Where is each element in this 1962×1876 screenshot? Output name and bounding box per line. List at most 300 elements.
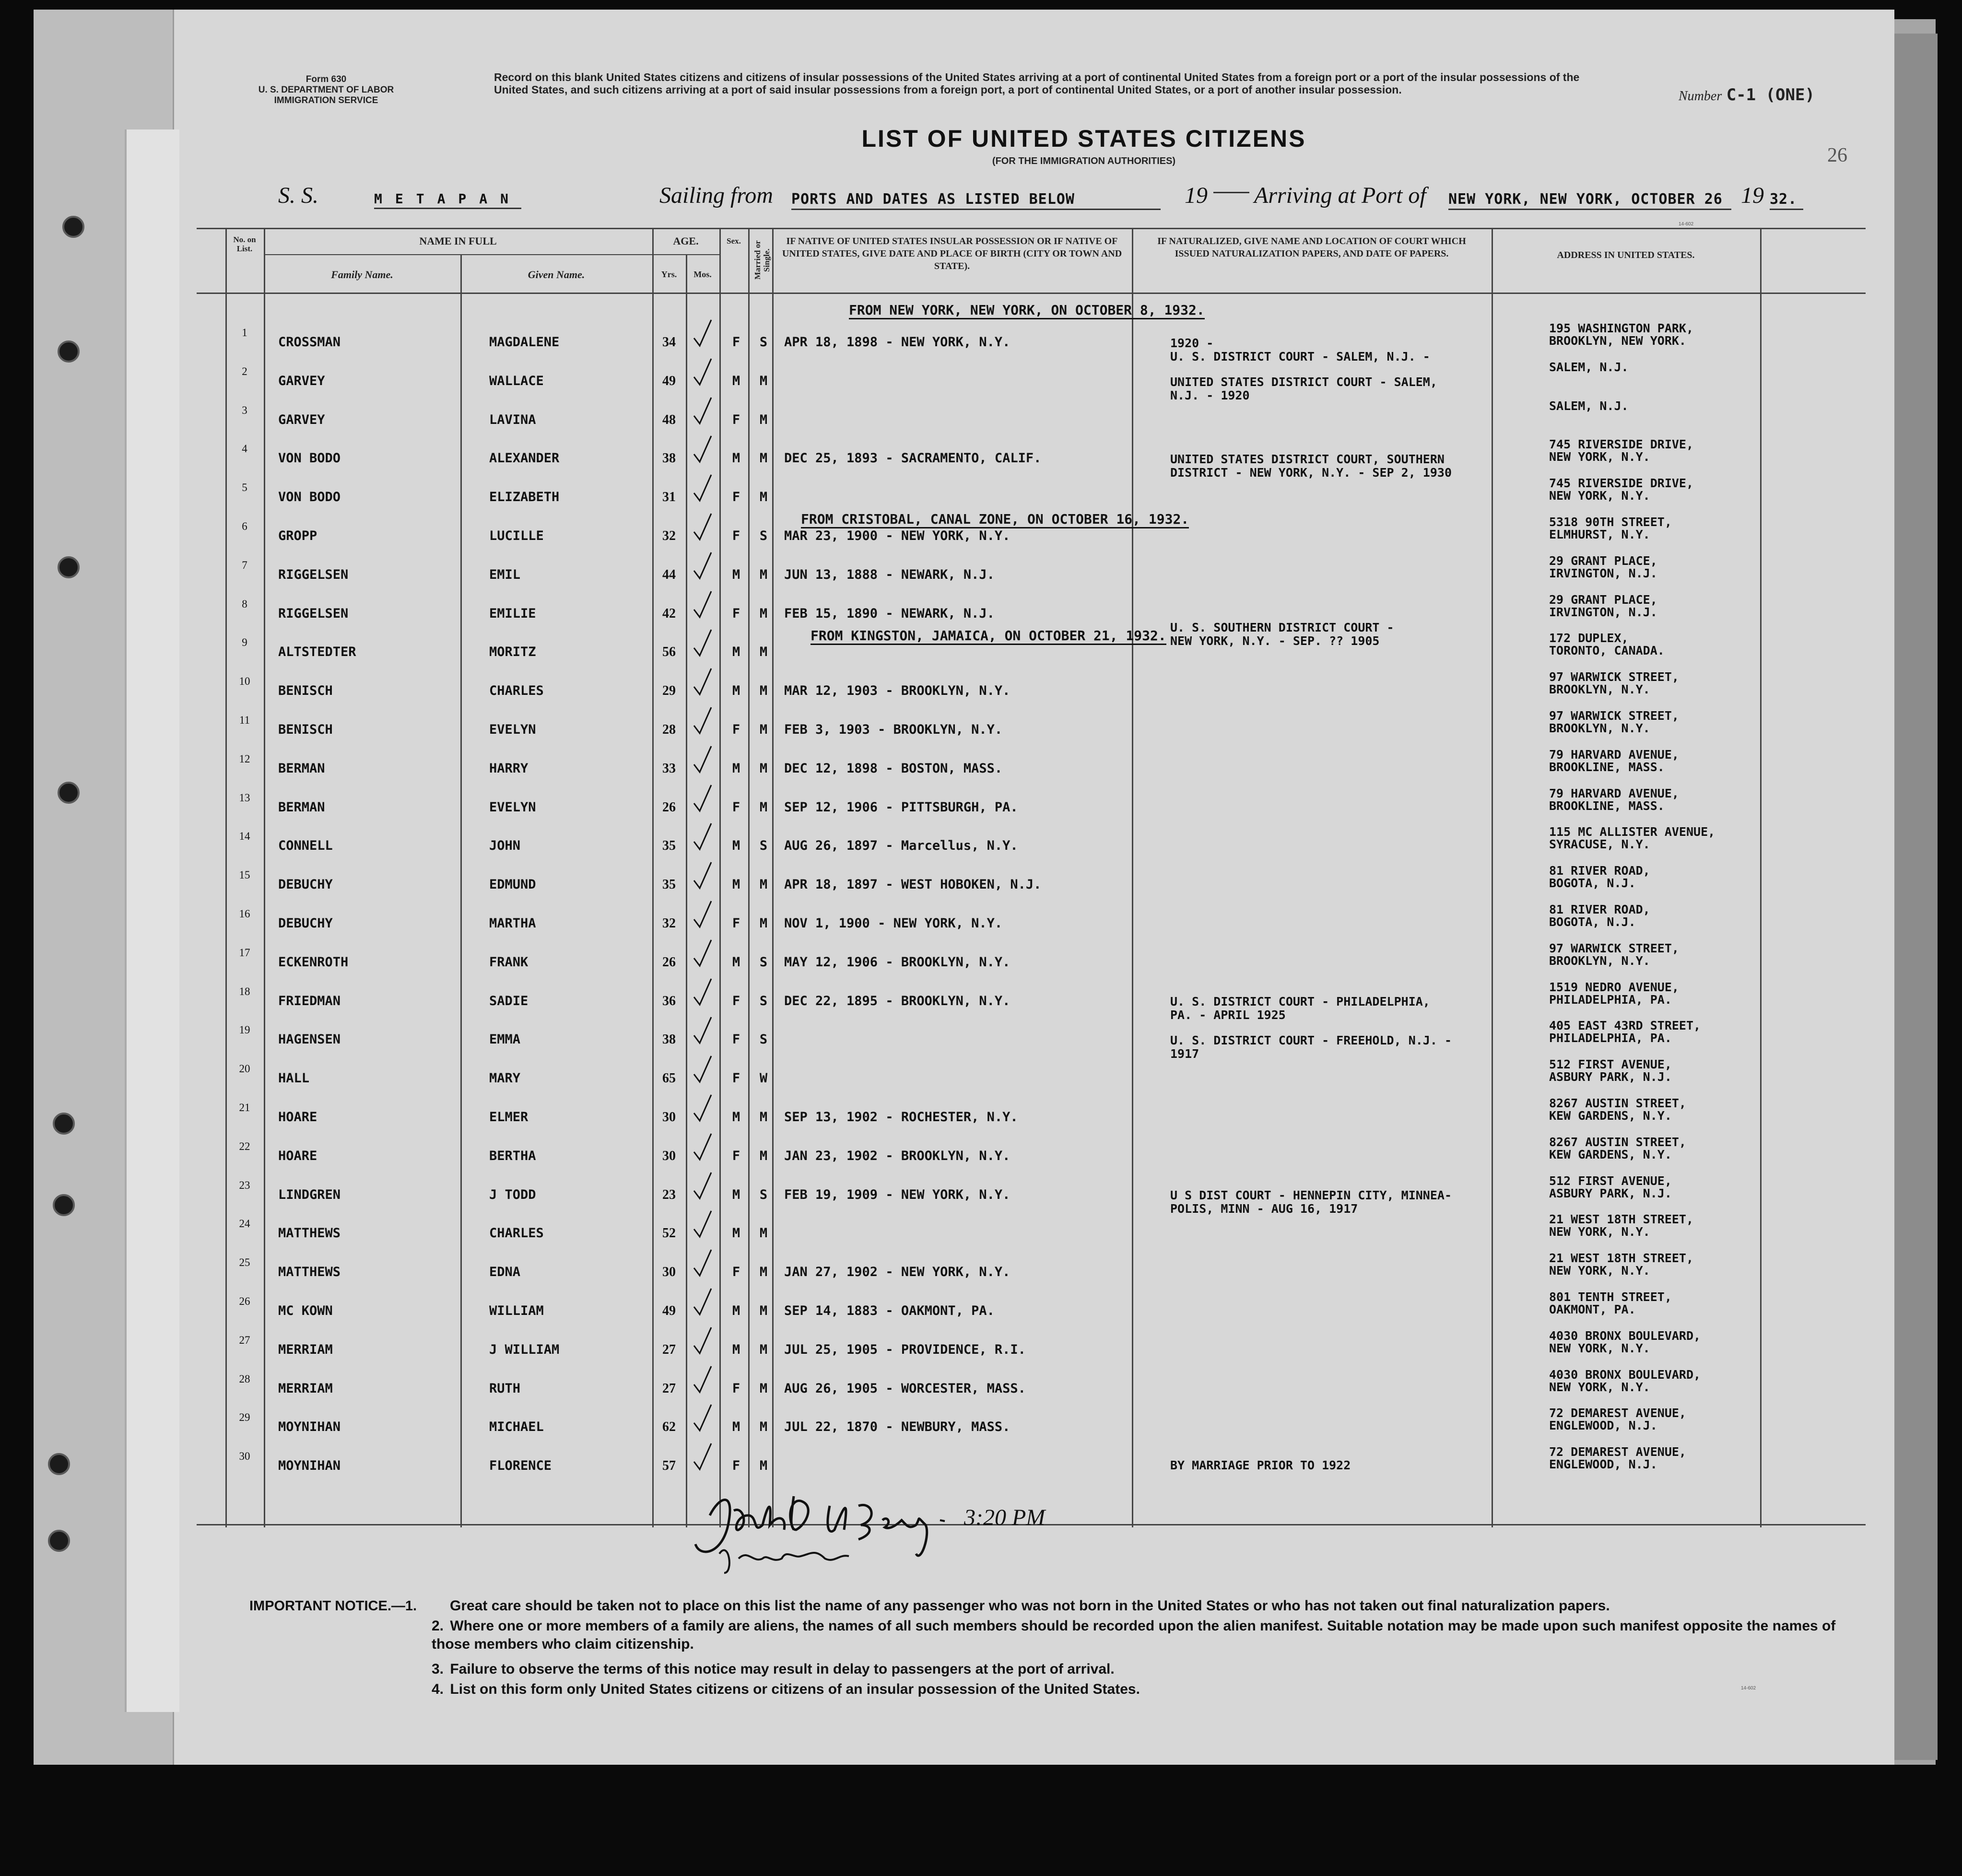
family-name: BENISCH bbox=[278, 683, 333, 698]
given-name: LUCILLE bbox=[489, 528, 544, 543]
column-divider bbox=[1132, 228, 1133, 1527]
column-divider bbox=[652, 228, 654, 1527]
address-line: 4030 BRONX BOULEVARD, bbox=[1549, 1329, 1701, 1343]
sex: M bbox=[732, 567, 740, 582]
family-name: VON BODO bbox=[278, 490, 341, 504]
address-line: SALEM, N.J. bbox=[1549, 360, 1629, 374]
marital-status: M bbox=[759, 1303, 768, 1318]
check-mark-icon bbox=[693, 900, 712, 929]
family-name: MOYNIHAN bbox=[278, 1419, 341, 1434]
sex: F bbox=[732, 490, 740, 504]
address-line: 8267 AUSTIN STREET, bbox=[1549, 1135, 1686, 1149]
manifest-page bbox=[34, 10, 1894, 1765]
header-family: Family Name. bbox=[331, 269, 393, 281]
marital-status: M bbox=[759, 451, 768, 466]
number-value: C-1 (ONE) bbox=[1726, 85, 1815, 105]
table-header-rule bbox=[197, 293, 1866, 294]
birth-date-place: SEP 12, 1906 - PITTSBURGH, PA. bbox=[784, 800, 1018, 815]
age-years: 44 bbox=[662, 567, 676, 582]
age-years: 23 bbox=[662, 1187, 676, 1202]
address-line: 81 RIVER ROAD, bbox=[1549, 864, 1650, 878]
sex: M bbox=[732, 955, 740, 970]
binding-sheet-edges bbox=[125, 129, 179, 1712]
check-mark-icon bbox=[693, 435, 712, 464]
check-mark-icon bbox=[693, 358, 712, 387]
marital-status: M bbox=[759, 1458, 768, 1473]
address-line: 97 WARWICK STREET, bbox=[1549, 941, 1679, 955]
marital-status: M bbox=[759, 800, 768, 815]
family-name: MOYNIHAN bbox=[278, 1458, 341, 1473]
row-number: 10 bbox=[239, 675, 250, 687]
sex: M bbox=[732, 1187, 740, 1202]
given-name: J TODD bbox=[489, 1187, 536, 1202]
marital-status: S bbox=[759, 955, 768, 970]
marital-status: M bbox=[759, 761, 768, 776]
family-name: CROSSMAN bbox=[278, 335, 341, 350]
sex: M bbox=[732, 1303, 740, 1318]
address-line: 72 DEMAREST AVENUE, bbox=[1549, 1445, 1686, 1459]
page-subtitle: (FOR THE IMMIGRATION AUTHORITIES) bbox=[992, 156, 1176, 166]
column-divider bbox=[460, 254, 462, 1527]
given-name: EVELYN bbox=[489, 800, 536, 815]
ship-name: METAPAN bbox=[374, 191, 521, 209]
list-number bbox=[1679, 85, 1815, 105]
service: IMMIGRATION SERVICE bbox=[274, 95, 378, 106]
header-name: NAME IN FULL bbox=[419, 235, 497, 247]
sex: M bbox=[732, 761, 740, 776]
check-mark-icon bbox=[693, 861, 712, 890]
check-mark-icon bbox=[693, 1365, 712, 1394]
birth-date-place: DEC 25, 1893 - SACRAMENTO, CALIF. bbox=[784, 451, 1042, 466]
age-years: 36 bbox=[662, 994, 676, 1008]
given-name: MORITZ bbox=[489, 645, 536, 659]
row-number: 7 bbox=[242, 559, 247, 571]
given-name: FLORENCE bbox=[489, 1458, 552, 1473]
check-mark-icon bbox=[693, 784, 712, 813]
family-name: LINDGREN bbox=[278, 1187, 341, 1202]
marital-status: M bbox=[759, 490, 768, 504]
given-name: MARY bbox=[489, 1071, 521, 1086]
sex: F bbox=[732, 1381, 740, 1396]
sex: M bbox=[732, 877, 740, 892]
row-number: 24 bbox=[239, 1218, 250, 1230]
binder-hole-icon bbox=[58, 340, 80, 363]
given-name: BERTHA bbox=[489, 1149, 536, 1163]
sex: F bbox=[732, 1032, 740, 1047]
marital-status: S bbox=[759, 838, 768, 853]
naturalization-info: 1920 - bbox=[1170, 336, 1214, 350]
given-name: WILLIAM bbox=[489, 1303, 544, 1318]
check-mark-icon bbox=[693, 629, 712, 657]
age-years: 57 bbox=[662, 1458, 676, 1473]
row-number: 30 bbox=[239, 1450, 250, 1462]
age-years: 30 bbox=[662, 1265, 676, 1279]
birth-date-place: JAN 27, 1902 - NEW YORK, N.Y. bbox=[784, 1265, 1010, 1279]
sex: M bbox=[732, 374, 740, 388]
check-mark-icon bbox=[693, 1172, 712, 1200]
given-name: HARRY bbox=[489, 761, 529, 776]
binder-hole-icon bbox=[48, 1530, 70, 1552]
column-divider bbox=[225, 228, 227, 1527]
address-line: IRVINGTON, N.J. bbox=[1549, 566, 1657, 580]
family-name: DEBUCHY bbox=[278, 916, 333, 931]
page-number: 26 bbox=[1827, 144, 1847, 166]
check-mark-icon bbox=[693, 1094, 712, 1123]
marital-status: W bbox=[759, 1071, 768, 1086]
address-line: PHILADELPHIA, PA. bbox=[1549, 1031, 1672, 1045]
header-no: No. on List. bbox=[233, 235, 256, 253]
row-number: 15 bbox=[239, 869, 250, 881]
family-name: CONNELL bbox=[278, 838, 333, 853]
family-name: GARVEY bbox=[278, 374, 325, 388]
check-mark-icon bbox=[693, 397, 712, 425]
birth-date-place: SEP 14, 1883 - OAKMONT, PA. bbox=[784, 1303, 995, 1318]
address-line: 4030 BRONX BOULEVARD, bbox=[1549, 1368, 1701, 1382]
sex: F bbox=[732, 800, 740, 815]
sex: F bbox=[732, 606, 740, 621]
address-line: 512 FIRST AVENUE, bbox=[1549, 1174, 1672, 1188]
given-name: RUTH bbox=[489, 1381, 521, 1396]
row-number: 11 bbox=[239, 714, 250, 726]
address-line: 1519 NEDRO AVENUE, bbox=[1549, 980, 1679, 994]
marital-status: M bbox=[759, 645, 768, 659]
marital-status: M bbox=[759, 877, 768, 892]
group-header: FROM NEW YORK, NEW YORK, ON OCTOBER 8, 1932. bbox=[849, 302, 1205, 319]
check-mark-icon bbox=[693, 590, 712, 619]
sex: M bbox=[732, 838, 740, 853]
sex: M bbox=[732, 683, 740, 698]
notice-item: 2. Where one or more members of a family are aliens, the names of all such members should be recorded upon the alien manifest. Suitable notation may be made upon such manifest opposite the names of those members who claim citizenship. bbox=[432, 1618, 1836, 1652]
row-number: 27 bbox=[239, 1334, 250, 1346]
check-mark-icon bbox=[693, 513, 712, 541]
row-number: 16 bbox=[239, 908, 250, 920]
row-number: 3 bbox=[242, 404, 247, 416]
notice-heading: IMPORTANT NOTICE.—1. bbox=[249, 1598, 417, 1614]
marital-status: M bbox=[759, 374, 768, 388]
marital-status: M bbox=[759, 1342, 768, 1357]
naturalization-info: U. S. DISTRICT COURT - PHILADELPHIA, bbox=[1170, 995, 1430, 1008]
naturalization-info: DISTRICT - NEW YORK, N.Y. - SEP 2, 1930 bbox=[1170, 466, 1452, 480]
age-years: 56 bbox=[662, 645, 676, 659]
naturalization-info: U S DIST COURT - HENNEPIN CITY, MINNEA- bbox=[1170, 1188, 1452, 1202]
check-mark-icon bbox=[693, 745, 712, 774]
family-name: GROPP bbox=[278, 528, 317, 543]
address-line: 512 FIRST AVENUE, bbox=[1549, 1057, 1672, 1071]
check-mark-icon bbox=[693, 551, 712, 580]
birth-date-place: SEP 13, 1902 - ROCHESTER, N.Y. bbox=[784, 1110, 1018, 1125]
address-line: 745 RIVERSIDE DRIVE, bbox=[1549, 437, 1694, 451]
birth-date-place: JUL 25, 1905 - PROVIDENCE, R.I. bbox=[784, 1342, 1026, 1357]
sex: M bbox=[732, 645, 740, 659]
address-line: 81 RIVER ROAD, bbox=[1549, 903, 1650, 916]
marital-status: M bbox=[759, 567, 768, 582]
address-line: KEW GARDENS, N.Y. bbox=[1549, 1148, 1672, 1161]
naturalization-info: UNITED STATES DISTRICT COURT - SALEM, bbox=[1170, 375, 1437, 389]
address-line: BOGOTA, N.J. bbox=[1549, 876, 1636, 890]
address-line: NEW YORK, N.Y. bbox=[1549, 489, 1650, 503]
naturalization-info: UNITED STATES DISTRICT COURT, SOUTHERN bbox=[1170, 452, 1445, 466]
row-number: 28 bbox=[239, 1373, 250, 1385]
family-name: BENISCH bbox=[278, 722, 333, 737]
marital-status: S bbox=[759, 994, 768, 1008]
naturalization-info: NEW YORK, N.Y. - SEP. ?? 1905 bbox=[1170, 634, 1380, 648]
age-years: 62 bbox=[662, 1419, 676, 1434]
family-name: ALTSTEDTER bbox=[278, 645, 356, 659]
arriving-label: Arriving at Port of bbox=[1254, 183, 1426, 208]
sex: F bbox=[732, 916, 740, 931]
age-years: 33 bbox=[662, 761, 676, 776]
address-line: 72 DEMAREST AVENUE, bbox=[1549, 1406, 1686, 1420]
family-name: HOARE bbox=[278, 1110, 317, 1125]
address-line: 79 HARVARD AVENUE, bbox=[1549, 786, 1679, 800]
row-number: 8 bbox=[242, 598, 247, 610]
given-name: EVELYN bbox=[489, 722, 536, 737]
age-years: 52 bbox=[662, 1226, 676, 1241]
age-years: 29 bbox=[662, 683, 676, 698]
family-name: BERMAN bbox=[278, 800, 325, 815]
marital-status: M bbox=[759, 722, 768, 737]
header-mos: Mos. bbox=[693, 270, 712, 279]
row-number: 21 bbox=[239, 1102, 250, 1114]
name-subheader-rule bbox=[264, 254, 686, 255]
header-given: Given Name. bbox=[528, 269, 585, 281]
address-line: 745 RIVERSIDE DRIVE, bbox=[1549, 476, 1694, 490]
address-line: BROOKLINE, MASS. bbox=[1549, 760, 1665, 774]
check-mark-icon bbox=[693, 319, 712, 348]
arriving-year: 32. bbox=[1770, 191, 1803, 210]
check-mark-icon bbox=[693, 1442, 712, 1471]
address-line: NEW YORK, N.Y. bbox=[1549, 450, 1650, 464]
sex: F bbox=[732, 412, 740, 427]
year-blank bbox=[1213, 191, 1249, 193]
age-years: 32 bbox=[662, 528, 676, 543]
address-line: PHILADELPHIA, PA. bbox=[1549, 993, 1672, 1007]
age-years: 48 bbox=[662, 412, 676, 427]
age-years: 26 bbox=[662, 800, 676, 815]
family-name: GARVEY bbox=[278, 412, 325, 427]
naturalization-info: U. S. DISTRICT COURT - FREEHOLD, N.J. - bbox=[1170, 1033, 1452, 1047]
sex: F bbox=[732, 528, 740, 543]
marital-status: M bbox=[759, 1110, 768, 1125]
header-address: ADDRESS IN UNITED STATES. bbox=[1557, 250, 1695, 260]
year-label: 19 bbox=[1185, 183, 1208, 208]
address-line: BROOKLYN, N.Y. bbox=[1549, 954, 1650, 968]
binder-hole-icon bbox=[58, 556, 80, 578]
age-years: 49 bbox=[662, 1303, 676, 1318]
address-line: 8267 AUSTIN STREET, bbox=[1549, 1096, 1686, 1110]
given-name: LAVINA bbox=[489, 412, 536, 427]
birth-date-place: MAY 12, 1906 - BROOKLYN, N.Y. bbox=[784, 955, 1010, 970]
given-name: JOHN bbox=[489, 838, 521, 853]
column-divider bbox=[1760, 228, 1762, 1527]
naturalization-info: POLIS, MINN - AUG 16, 1917 bbox=[1170, 1202, 1358, 1216]
given-name: SADIE bbox=[489, 994, 529, 1008]
check-mark-icon bbox=[693, 1326, 712, 1355]
given-name: CHARLES bbox=[489, 1226, 544, 1241]
family-name: MATTHEWS bbox=[278, 1265, 341, 1279]
given-name: CHARLES bbox=[489, 683, 544, 698]
marital-status: M bbox=[759, 1381, 768, 1396]
sex: F bbox=[732, 1149, 740, 1163]
address-line: TORONTO, CANADA. bbox=[1549, 644, 1665, 657]
address-line: 97 WARWICK STREET, bbox=[1549, 670, 1679, 684]
age-years: 35 bbox=[662, 838, 676, 853]
family-name: ECKENROTH bbox=[278, 955, 349, 970]
given-name: EMILIE bbox=[489, 606, 536, 621]
birth-date-place: JUN 13, 1888 - NEWARK, N.J. bbox=[784, 567, 995, 582]
family-name: MERRIAM bbox=[278, 1381, 333, 1396]
address-line: 29 GRANT PLACE, bbox=[1549, 554, 1657, 568]
sex: F bbox=[732, 1458, 740, 1473]
row-number: 23 bbox=[239, 1179, 250, 1191]
ss-label: S. S. bbox=[278, 183, 318, 208]
family-name: FRIEDMAN bbox=[278, 994, 341, 1008]
address-line: BOGOTA, N.J. bbox=[1549, 915, 1636, 929]
family-name: RIGGELSEN bbox=[278, 606, 349, 621]
column-divider bbox=[719, 228, 721, 1527]
given-name: ELIZABETH bbox=[489, 490, 560, 504]
address-line: NEW YORK, N.Y. bbox=[1549, 1341, 1650, 1355]
address-line: 172 DUPLEX, bbox=[1549, 631, 1629, 645]
birth-date-place: JUL 22, 1870 - NEWBURY, MASS. bbox=[784, 1419, 1010, 1434]
arriving-year-label: 19 bbox=[1741, 183, 1764, 208]
family-name: DEBUCHY bbox=[278, 877, 333, 892]
birth-date-place: AUG 26, 1905 - WORCESTER, MASS. bbox=[784, 1381, 1026, 1396]
address-line: 5318 90TH STREET, bbox=[1549, 515, 1672, 529]
birth-date-place: NOV 1, 1900 - NEW YORK, N.Y. bbox=[784, 916, 1003, 931]
department: U. S. DEPARTMENT OF LABOR bbox=[258, 85, 394, 95]
birth-date-place: MAR 12, 1903 - BROOKLYN, N.Y. bbox=[784, 683, 1010, 698]
sex: M bbox=[732, 1110, 740, 1125]
check-mark-icon bbox=[693, 1249, 712, 1278]
family-name: MC KOWN bbox=[278, 1303, 333, 1318]
check-mark-icon bbox=[693, 1288, 712, 1316]
birth-date-place: DEC 22, 1895 - BROOKLYN, N.Y. bbox=[784, 994, 1010, 1008]
age-years: 31 bbox=[662, 490, 676, 504]
notice-item: 3. Failure to observe the terms of this notice may result in delay to passengers at the port of arrival. bbox=[432, 1661, 1115, 1677]
header-married: Married or Single. bbox=[753, 240, 771, 280]
notice-item: Great care should be taken not to place on this list the name of any passenger who was not born in the United States or who has not taken out final naturalization papers. bbox=[450, 1598, 1610, 1614]
sex: F bbox=[732, 1071, 740, 1086]
given-name: EMMA bbox=[489, 1032, 521, 1047]
given-name: ELMER bbox=[489, 1110, 529, 1125]
group-header: FROM KINGSTON, JAMAICA, ON OCTOBER 21, 1932. bbox=[811, 628, 1166, 645]
row-number: 4 bbox=[242, 443, 247, 455]
birth-date-place: APR 18, 1897 - WEST HOBOKEN, N.J. bbox=[784, 877, 1042, 892]
sex: M bbox=[732, 1226, 740, 1241]
sailing-value: PORTS AND DATES AS LISTED BELOW bbox=[791, 191, 1161, 210]
address-line: 29 GRANT PLACE, bbox=[1549, 593, 1657, 607]
address-line: ENGLEWOOD, N.J. bbox=[1549, 1457, 1657, 1471]
voyage-line bbox=[278, 182, 1851, 211]
check-mark-icon bbox=[693, 939, 712, 968]
birth-date-place: MAR 23, 1900 - NEW YORK, N.Y. bbox=[784, 528, 1010, 543]
address-line: 21 WEST 18TH STREET, bbox=[1549, 1251, 1694, 1265]
check-mark-icon bbox=[693, 1404, 712, 1432]
address-line: 79 HARVARD AVENUE, bbox=[1549, 748, 1679, 762]
marital-status: S bbox=[759, 335, 768, 350]
family-name: HAGENSEN bbox=[278, 1032, 341, 1047]
age-years: 30 bbox=[662, 1110, 676, 1125]
row-number: 13 bbox=[239, 792, 250, 804]
row-number: 5 bbox=[242, 481, 247, 493]
naturalization-info: 1917 bbox=[1170, 1047, 1199, 1061]
given-name: WALLACE bbox=[489, 374, 544, 388]
address-line: NEW YORK, N.Y. bbox=[1549, 1264, 1650, 1278]
check-mark-icon bbox=[693, 1210, 712, 1239]
sex: F bbox=[732, 994, 740, 1008]
check-mark-icon bbox=[693, 978, 712, 1007]
family-name: BERMAN bbox=[278, 761, 325, 776]
row-number: 1 bbox=[242, 327, 247, 339]
marital-status: M bbox=[759, 1265, 768, 1279]
check-mark-icon bbox=[693, 1016, 712, 1045]
row-number: 17 bbox=[239, 947, 250, 959]
birth-date-place: AUG 26, 1897 - Marcellus, N.Y. bbox=[784, 838, 1018, 853]
header-birth: IF NATIVE OF UNITED STATES INSULAR POSSESSION OR IF NATIVE OF UNITED STATES, GIVE DATE AND PLACE OF BIRTH (CITY OR TOWN AND STATE). bbox=[782, 236, 1122, 271]
page-title: LIST OF UNITED STATES CITIZENS bbox=[861, 125, 1306, 152]
underlying-sheet-edge bbox=[1894, 34, 1938, 1760]
marital-status: S bbox=[759, 528, 768, 543]
given-name: EMIL bbox=[489, 567, 521, 582]
row-number: 26 bbox=[239, 1295, 250, 1307]
marital-status: M bbox=[759, 412, 768, 427]
binder-hole-icon bbox=[53, 1113, 75, 1135]
age-years: 28 bbox=[662, 722, 676, 737]
age-years: 30 bbox=[662, 1149, 676, 1163]
family-name: MERRIAM bbox=[278, 1342, 333, 1357]
age-years: 27 bbox=[662, 1381, 676, 1396]
arriving-value: NEW YORK, NEW YORK, OCTOBER 26 bbox=[1448, 191, 1731, 210]
check-mark-icon bbox=[693, 822, 712, 851]
column-divider bbox=[1492, 228, 1493, 1527]
birth-date-place: FEB 19, 1909 - NEW YORK, N.Y. bbox=[784, 1187, 1010, 1202]
marital-status: M bbox=[759, 606, 768, 621]
row-number: 18 bbox=[239, 985, 250, 997]
row-number: 6 bbox=[242, 520, 247, 532]
age-years: 38 bbox=[662, 1032, 676, 1047]
given-name: EDMUND bbox=[489, 877, 536, 892]
naturalization-info: U. S. DISTRICT COURT - SALEM, N.J. - bbox=[1170, 350, 1430, 363]
family-name: MATTHEWS bbox=[278, 1226, 341, 1241]
row-number: 19 bbox=[239, 1024, 250, 1036]
address-line: BROOKLYN, N.Y. bbox=[1549, 721, 1650, 735]
row-number: 29 bbox=[239, 1411, 250, 1423]
given-name: ALEXANDER bbox=[489, 451, 560, 466]
address-line: BROOKLYN, NEW YORK. bbox=[1549, 334, 1686, 348]
printer-mark-bottom: 14-602 bbox=[1741, 1686, 1756, 1691]
address-line: 405 EAST 43RD STREET, bbox=[1549, 1019, 1701, 1032]
record-instructions: Record on this blank United States citizens and citizens of insular possessions of the United States arriving at a port of continental United States from a foreign port or a port of the insular possessions of the United States, and such citizens arriving at a port of said insular possessions from a foreign port, a port of continental United States, or a port of another insular possession. bbox=[494, 71, 1580, 96]
header-yrs: Yrs. bbox=[661, 270, 677, 279]
address-line: SYRACUSE, N.Y. bbox=[1549, 837, 1650, 851]
address-line: BROOKLINE, MASS. bbox=[1549, 799, 1665, 813]
address-line: OAKMONT, PA. bbox=[1549, 1302, 1636, 1316]
number-label: Number bbox=[1679, 89, 1722, 104]
given-name: J WILLIAM bbox=[489, 1342, 560, 1357]
row-number: 12 bbox=[239, 753, 250, 765]
address-line: 195 WASHINGTON PARK, bbox=[1549, 321, 1694, 335]
check-mark-icon bbox=[693, 706, 712, 735]
given-name: MARTHA bbox=[489, 916, 536, 931]
row-number: 22 bbox=[239, 1140, 250, 1152]
inspector-signature bbox=[691, 1477, 1074, 1578]
marital-status: S bbox=[759, 1032, 768, 1047]
notice-item: 4. List on this form only United States citizens or citizens of an insular possession of the United States. bbox=[432, 1681, 1140, 1697]
sex: M bbox=[732, 1419, 740, 1434]
age-years: 38 bbox=[662, 451, 676, 466]
address-line: ELMHURST, N.Y. bbox=[1549, 528, 1650, 541]
